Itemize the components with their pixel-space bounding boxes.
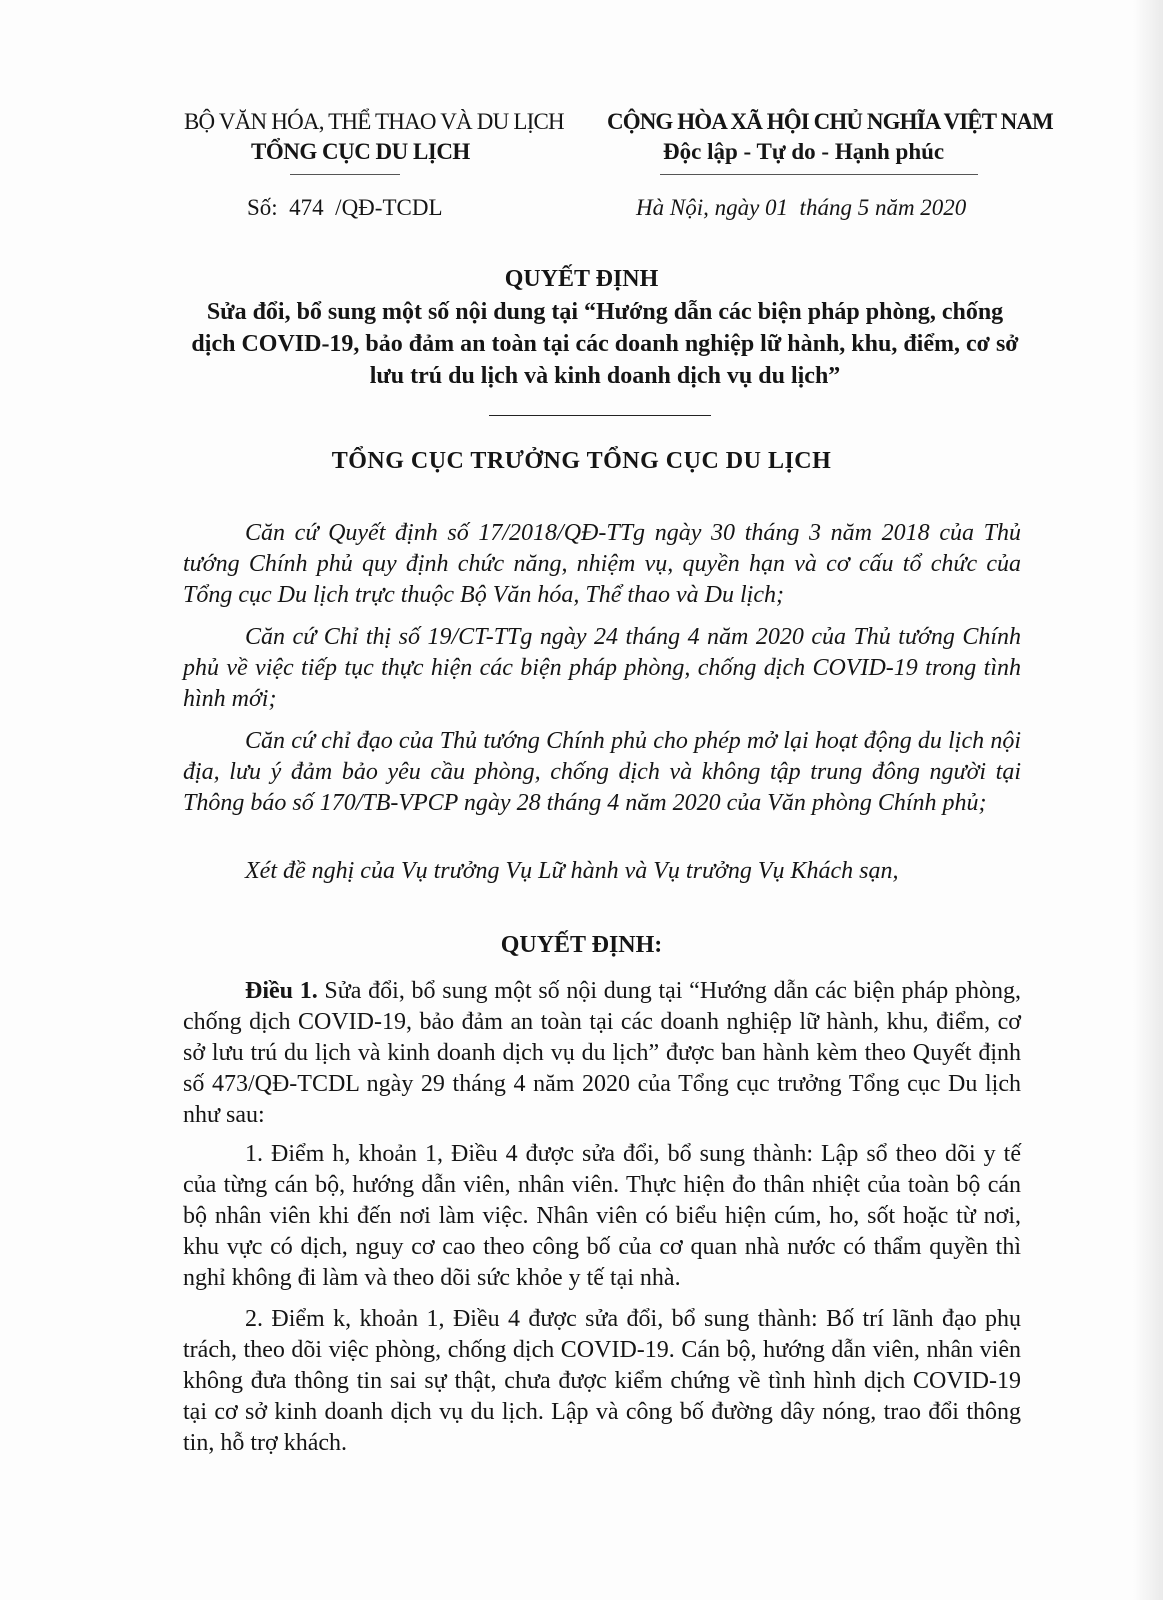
document-number: Số: 474 /QĐ-TCDL <box>247 195 443 220</box>
country-name: CỘNG HÒA XÃ HỘI CHỦ NGHĨA VIỆT NAM <box>607 109 1053 134</box>
agency-name: TỔNG CỤC DU LỊCH <box>251 139 470 164</box>
article-1 <box>183 976 1021 1131</box>
article-1-item-2: 2. Điểm k, khoản 1, Điều 4 được sửa đổi, bổ sung thành: Bố trí lãnh đạo phụ trách, theo dõi việc phòng, chống dịch COVID-19. Cán bộ, hướng dẫn viên, nhân viên không đưa thông tin sai sự thật, chưa được kiểm chứng về tình hình dịch COVID-19 tại cơ sở kinh doanh dịch vụ du lịch. Lập và công bố đường dây nóng, trao đổi thông tin, hỗ trợ khách. <box>183 1306 1021 1456</box>
document-type: QUYẾT ĐỊNH <box>504 266 659 292</box>
page-edge-shadow <box>1133 0 1163 1600</box>
issue-date: Hà Nội, ngày 01 tháng 5 năm 2020 <box>636 195 967 220</box>
article-1-label: Điều 1. <box>245 978 318 1004</box>
agency-underline <box>290 174 400 175</box>
ministry-name: BỘ VĂN HÓA, THỂ THAO VÀ DU LỊCH <box>184 109 564 134</box>
document-subject: Sửa đổi, bổ sung một số nội dung tại “Hướng dẫn các biện pháp phòng, chống dịch COVID-19, bảo đảm an toàn tại các doanh nghiệp lữ hành, khu, điểm, cơ sở lưu trú du lịch và kinh doanh dịch vụ du lịch” <box>191 299 1019 389</box>
decision-heading: QUYẾT ĐỊNH: <box>500 932 663 958</box>
proposal-basis: Xét đề nghị của Vụ trưởng Vụ Lữ hành và Vụ trưởng Vụ Khách sạn, <box>245 858 899 884</box>
motto-underline <box>660 174 978 175</box>
article-1-text: Sửa đổi, bổ sung một số nội dung tại “Hướng dẫn các biện pháp phòng, chống dịch COVID-19, bảo đảm an toàn tại các doanh nghiệp lữ hành, khu, điểm, cơ sở lưu trú du lịch và kinh doanh dịch vụ du lịch” được ban hành kèm theo Quyết định số 473/QĐ-TCDL ngày 29 tháng 4 năm 2020 của Tổng cục trưởng Tổng cục Du lịch như sau: <box>183 978 1021 1128</box>
legal-basis-3: Căn cứ chỉ đạo của Thủ tướng Chính phủ cho phép mở lại hoạt động du lịch nội địa, lưu ý đảm bảo yêu cầu phòng, chống dịch và không tập trung đông người tại Thông báo số 170/TB-VPCP ngày 28 tháng 4 năm 2020 của Văn phòng Chính phủ; <box>183 728 1021 816</box>
legal-basis-1: Căn cứ Quyết định số 17/2018/QĐ-TTg ngày 30 tháng 3 năm 2018 của Thủ tướng Chính phủ quy định chức năng, nhiệm vụ, quyền hạn và cơ cấu tổ chức của Tổng cục Du lịch trực thuộc Bộ Văn hóa, Thể thao và Du lịch; <box>183 520 1021 608</box>
issuer-title: TỔNG CỤC TRƯỞNG TỔNG CỤC DU LỊCH <box>331 448 832 474</box>
legal-basis-2: Căn cứ Chỉ thị số 19/CT-TTg ngày 24 tháng 4 năm 2020 của Thủ tướng Chính phủ về việc tiếp tục thực hiện các biện pháp phòng, chống dịch COVID-19 trong tình hình mới; <box>183 624 1021 712</box>
national-motto: Độc lập - Tự do - Hạnh phúc <box>663 139 945 164</box>
title-divider <box>489 415 711 416</box>
article-1-item-1: 1. Điểm h, khoản 1, Điều 4 được sửa đổi, bổ sung thành: Lập sổ theo dõi y tế của từng cán bộ, hướng dẫn viên, nhân viên. Thực hiện đo thân nhiệt của toàn bộ cán bộ nhân viên khi đến nơi làm việc. Nhân viên có biểu hiện cúm, ho, sốt hoặc từ nơi, khu vực có dịch, nguy cơ cao theo công bố của cơ quan nhà nước có thẩm quyền thì nghỉ không đi làm và theo dõi sức khỏe y tế tại nhà. <box>183 1141 1021 1291</box>
